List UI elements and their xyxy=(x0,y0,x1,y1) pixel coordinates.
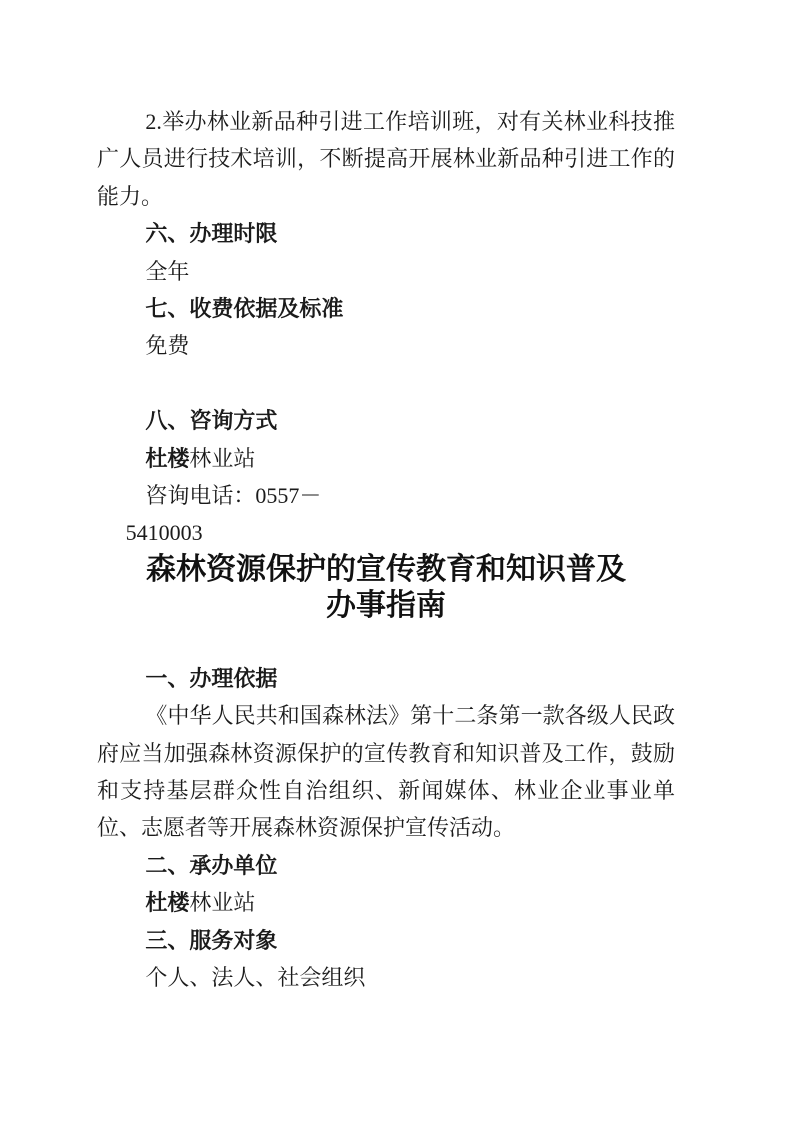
section-3-heading: 三、服务对象 xyxy=(145,927,278,953)
training-paragraph: 2.举办林业新品种引进工作培训班，对有关林业科技推广人员进行技术培训，不断提高开展林业新品种引进工作的能力。 xyxy=(97,109,675,209)
section-6-body: 全年 xyxy=(145,258,190,284)
section-6-heading: 六、办理时限 xyxy=(145,221,278,247)
consult-office-name-rest: 林业站 xyxy=(189,445,256,471)
blank-line xyxy=(97,624,675,660)
section-1-heading: 一、办理依据 xyxy=(145,665,278,691)
document-title-line2: 办事指南 xyxy=(326,588,446,622)
blank-line xyxy=(97,365,675,402)
consult-office-line xyxy=(97,440,675,477)
section-2-heading: 二、承办单位 xyxy=(145,852,278,878)
document-title xyxy=(97,552,675,624)
section-7-heading: 七、收费依据及标准 xyxy=(145,296,344,322)
section-7-body: 免费 xyxy=(145,333,190,359)
undertaking-office-name-bold: 杜楼 xyxy=(145,890,190,916)
section-1-body: 《中华人民共和国森林法》第十二条第一款各级人民政府应当加强森林资源保护的宣传教育和知识普及工作，鼓励和支持基层群众性自治组织、新闻媒体、林业企业事业单位、志愿者等开展森林资源保护宣传活动。 xyxy=(97,703,675,841)
phone-number-line: 5410003 xyxy=(125,520,203,546)
phone-label-line: 咨询电话：0557－ xyxy=(145,483,322,509)
document-title-line1: 森林资源保护的宣传教育和知识普及 xyxy=(146,552,626,586)
section-8-heading: 八、咨询方式 xyxy=(145,408,278,434)
consult-office-name-bold: 杜楼 xyxy=(145,445,190,471)
section-3-body: 个人、法人、社会组织 xyxy=(145,965,366,991)
undertaking-office-line xyxy=(97,884,675,921)
undertaking-office-name-rest: 林业站 xyxy=(189,890,256,916)
